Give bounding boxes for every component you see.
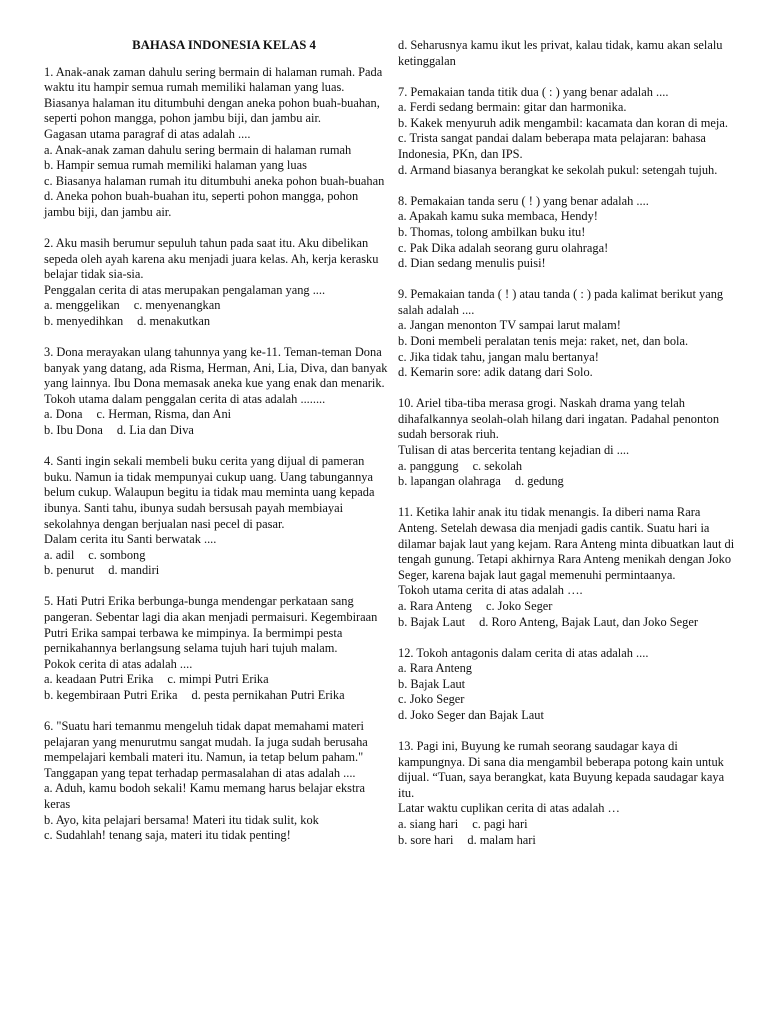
question-line: Tokoh utama dalam penggalan cerita di atas adalah ........ [44, 391, 326, 406]
answer-option-row [398, 833, 738, 849]
question-line: 8. Pemakaian tanda seru ( ! ) yang benar adalah .... [398, 193, 649, 208]
answer-option: d. Roro Anteng, Bajak Laut, dan Joko Seger [479, 614, 698, 629]
answer-option-row [44, 423, 388, 439]
question-line: a. Jangan menonton TV sampai larut malam! [398, 318, 621, 333]
question-line: b. Thomas, tolong ambilkan buku itu! [398, 224, 586, 239]
answer-option: b. lapangan olahraga [398, 474, 501, 489]
answer-option: a. menggelikan [44, 298, 120, 313]
answer-option: c. Herman, Risma, dan Ani [96, 407, 232, 422]
question-line: 9. Pemakaian tanda ( ! ) atau tanda ( : ) pada kalimat berikut yang salah adalah .... [398, 287, 724, 317]
answer-option: d. menakutkan [137, 314, 211, 328]
question-line: c. Trista sangat pandai dalam beberapa mata pelajaran: bahasa Indonesia, PKn, dan IPS. [398, 131, 706, 162]
question-line: a. Anak-anak zaman dahulu sering bermain di halaman rumah [44, 142, 352, 157]
left-question-list [44, 65, 388, 844]
answer-option: a. adil [44, 547, 75, 562]
question-line: c. Biasanya halaman rumah itu ditumbuhi aneka pohon buah-buahan [44, 173, 385, 188]
question-line: b. Hampir semua rumah memiliki halaman yang luas [44, 158, 307, 173]
answer-option: d. pesta pernikahan Putri Erika [191, 687, 345, 702]
answer-option-row [44, 688, 388, 704]
left-column [44, 38, 388, 859]
question-line: 10. Ariel tiba-tiba merasa grogi. Naskah drama yang telah dihafalkannya seolah-olah hilang dari ingatan. Padahal penonton sudah bersorak riuh. [398, 396, 720, 442]
question-block [398, 646, 738, 724]
answer-option-row [44, 548, 388, 564]
question-line: b. Kakek menyuruh adik mengambil: kacamata dan koran di meja. [398, 115, 728, 130]
answer-option: c. menyenangkan [133, 298, 221, 313]
answer-option: c. mimpi Putri Erika [167, 672, 269, 687]
question-line: Pokok cerita di atas adalah .... [44, 656, 193, 671]
question-line: b. Doni membeli peralatan tenis meja: raket, net, dan bola. [398, 334, 689, 348]
question-line: 11. Ketika lahir anak itu tidak menangis. Ia diberi nama Rara Anteng. Setelah dewasa dia menjadi gadis cantik. Suatu hari ia dilamar bajak laut yang kejam. Rara Anteng minta dibuatkan laut di tengah gunung. Tetapi akhirnya Rara Anteng menikah dengan Joko Seger, karena bajak laut gagal memenuhi permintaanya. [398, 505, 735, 582]
answer-option-row [44, 314, 388, 330]
question-block [398, 505, 738, 630]
answer-option: b. menyedihkan [44, 314, 124, 328]
answer-option: c. sombong [88, 547, 146, 562]
answer-option: a. Rara Anteng [398, 598, 472, 613]
answer-option: c. Joko Seger [485, 598, 553, 613]
question-line: Gagasan utama paragraf di atas adalah .... [44, 126, 251, 141]
question-line: 2. Aku masih berumur sepuluh tahun pada saat itu. Aku dibelikan sepeda oleh ayah karena aku menjadi juara kelas. Ah, kerja kerasku belajar tidak sia-sia. [44, 236, 379, 282]
question-block [398, 287, 738, 381]
right-column [398, 38, 738, 864]
answer-option: c. pagi hari [472, 817, 528, 832]
answer-option-row [44, 407, 388, 423]
question-line: a. Aduh, kamu bodoh sekali! Kamu memang harus belajar ekstra keras [44, 781, 366, 812]
answer-option-row [398, 459, 738, 475]
question-line: 12. Tokoh antagonis dalam cerita di atas adalah .... [398, 645, 649, 660]
question-line: Tokoh utama cerita di atas adalah …. [398, 583, 583, 598]
question-line: c. Sudahlah! tenang saja, materi itu tidak penting! [44, 828, 291, 843]
answer-option-row [398, 817, 738, 833]
question-line: Penggalan cerita di atas merupakan pengalaman yang .... [44, 282, 326, 297]
answer-option: b. sore hari [398, 832, 454, 847]
answer-option: d. mandiri [108, 563, 160, 578]
question-line: a. Rara Anteng [398, 661, 472, 676]
question-block [44, 345, 388, 439]
question-line: 5. Hati Putri Erika berbunga-bunga mendengar perkataan sang pangeran. Sebentar lagi dia akan menjadi permaisuri. Kegembiraan Putri Erika sampai terbawa ke mimpinya. Ia bermimpi pesta pernikahannya berlangsung selama tujuh hari tujuh malam. [44, 594, 378, 656]
question-block [44, 594, 388, 703]
answer-option: a. siang hari [398, 817, 459, 832]
question-line: 6. "Suatu hari temanmu mengeluh tidak dapat memahami materi pelajaran yang menurutmu sangat mudah. Ia juga sudah berusaha mempelajari kembali materi itu. Namun, ia tetap belum paham." [44, 719, 368, 765]
answer-option-row [44, 563, 388, 579]
question-line: c. Pak Dika adalah seorang guru olahraga! [398, 240, 609, 255]
answer-option: b. Bajak Laut [398, 614, 466, 629]
question-line: d. Kemarin sore: adik datang dari Solo. [398, 365, 593, 380]
page-title: BAHASA INDONESIA KELAS 4 [132, 38, 316, 52]
answer-option-row [398, 615, 738, 631]
answer-option: c. sekolah [472, 458, 523, 473]
question-line: d. Joko Seger dan Bajak Laut [398, 707, 544, 722]
answer-option-row [398, 474, 738, 490]
question-block [44, 719, 388, 844]
answer-option-row [44, 298, 388, 314]
answer-option: d. Lia dan Diva [116, 423, 194, 438]
answer-option: b. kegembiraan Putri Erika [44, 687, 178, 702]
right-question-list [398, 38, 738, 848]
question-line: d. Aneka pohon buah-buahan itu, seperti pohon mangga, pohon jambu biji, dan jambu air. [44, 189, 359, 219]
question-line: b. Bajak Laut [398, 676, 466, 691]
answer-option: a. Dona [44, 407, 83, 422]
question-block [398, 194, 738, 272]
question-line: Latar waktu cuplikan cerita di atas adalah … [398, 801, 620, 816]
answer-option: a. panggung [398, 458, 459, 473]
question-line: d. Dian sedang menulis puisi! [398, 256, 546, 271]
question-line: 7. Pemakaian tanda titik dua ( : ) yang benar adalah .... [398, 84, 669, 99]
question-line: c. Joko Seger [398, 692, 465, 707]
question-line: 13. Pagi ini, Buyung ke rumah seorang saudagar kaya di kampungnya. Di sana dia mengambil beberapa potong kain untuk dijual. “Tuan, saya berangkat, kata Buyung kepada saudagar kaya itu. [398, 739, 725, 800]
answer-option: b. penurut [44, 563, 95, 578]
answer-option: d. malam hari [467, 832, 536, 847]
question-line: d. Armand biasanya berangkat ke sekolah pukul: setengah tujuh. [398, 162, 718, 177]
answer-option-row [44, 672, 388, 688]
question-block [398, 38, 738, 69]
question-block [398, 396, 738, 490]
answer-option: b. Ibu Dona [44, 423, 103, 438]
question-block [44, 236, 388, 330]
question-line: 1. Anak-anak zaman dahulu sering bermain di halaman rumah. Pada waktu itu hampir semua rumah memiliki halaman yang luas. Biasanya halaman itu ditumbuhi dengan aneka pohon buah-buahan, seperti pohon mangga, pohon jambu biji, dan jambu air. [44, 64, 383, 126]
question-line: Tanggapan yang tepat terhadap permasalahan di atas adalah .... [44, 765, 356, 780]
question-block [44, 65, 388, 221]
question-line: d. Seharusnya kamu ikut les privat, kalau tidak, kamu akan selalu ketinggalan [398, 38, 723, 68]
answer-option-row [398, 599, 738, 615]
question-block [398, 85, 738, 179]
question-line: 3. Dona merayakan ulang tahunnya yang ke-11. Teman-teman Dona banyak yang datang, ada Risma, Herman, Ani, Lia, Diva, dan banyak yang lainnya. Ibu Dona memasak aneka kue yang enak dan menarik. [44, 345, 388, 391]
question-line: c. Jika tidak tahu, jangan malu bertanya! [398, 349, 599, 364]
question-line: a. Apakah kamu suka membaca, Hendy! [398, 209, 598, 224]
question-block [398, 739, 738, 848]
question-line: Dalam cerita itu Santi berwatak .... [44, 532, 217, 547]
answer-option: d. gedung [514, 474, 564, 489]
question-block [44, 454, 388, 579]
question-line: 4. Santi ingin sekali membeli buku cerita yang dijual di pameran buku. Namun ia tidak mempunyai cukup uang. Uang tabungannya belum cukup. Walaupun begitu ia tidak mau meminta uang kepada ibunya. Santi tahu, ibunya sudah bersusah payah membiayai sekolahnya dengan berjualan nasi pecel di pasar. [44, 454, 375, 531]
question-line: Tulisan di atas bercerita tentang kejadian di .... [398, 443, 630, 458]
question-line: a. Ferdi sedang bermain: gitar dan harmonika. [398, 100, 627, 115]
answer-option: a. keadaan Putri Erika [44, 672, 154, 687]
question-line: b. Ayo, kita pelajari bersama! Materi itu tidak sulit, kok [44, 812, 319, 827]
